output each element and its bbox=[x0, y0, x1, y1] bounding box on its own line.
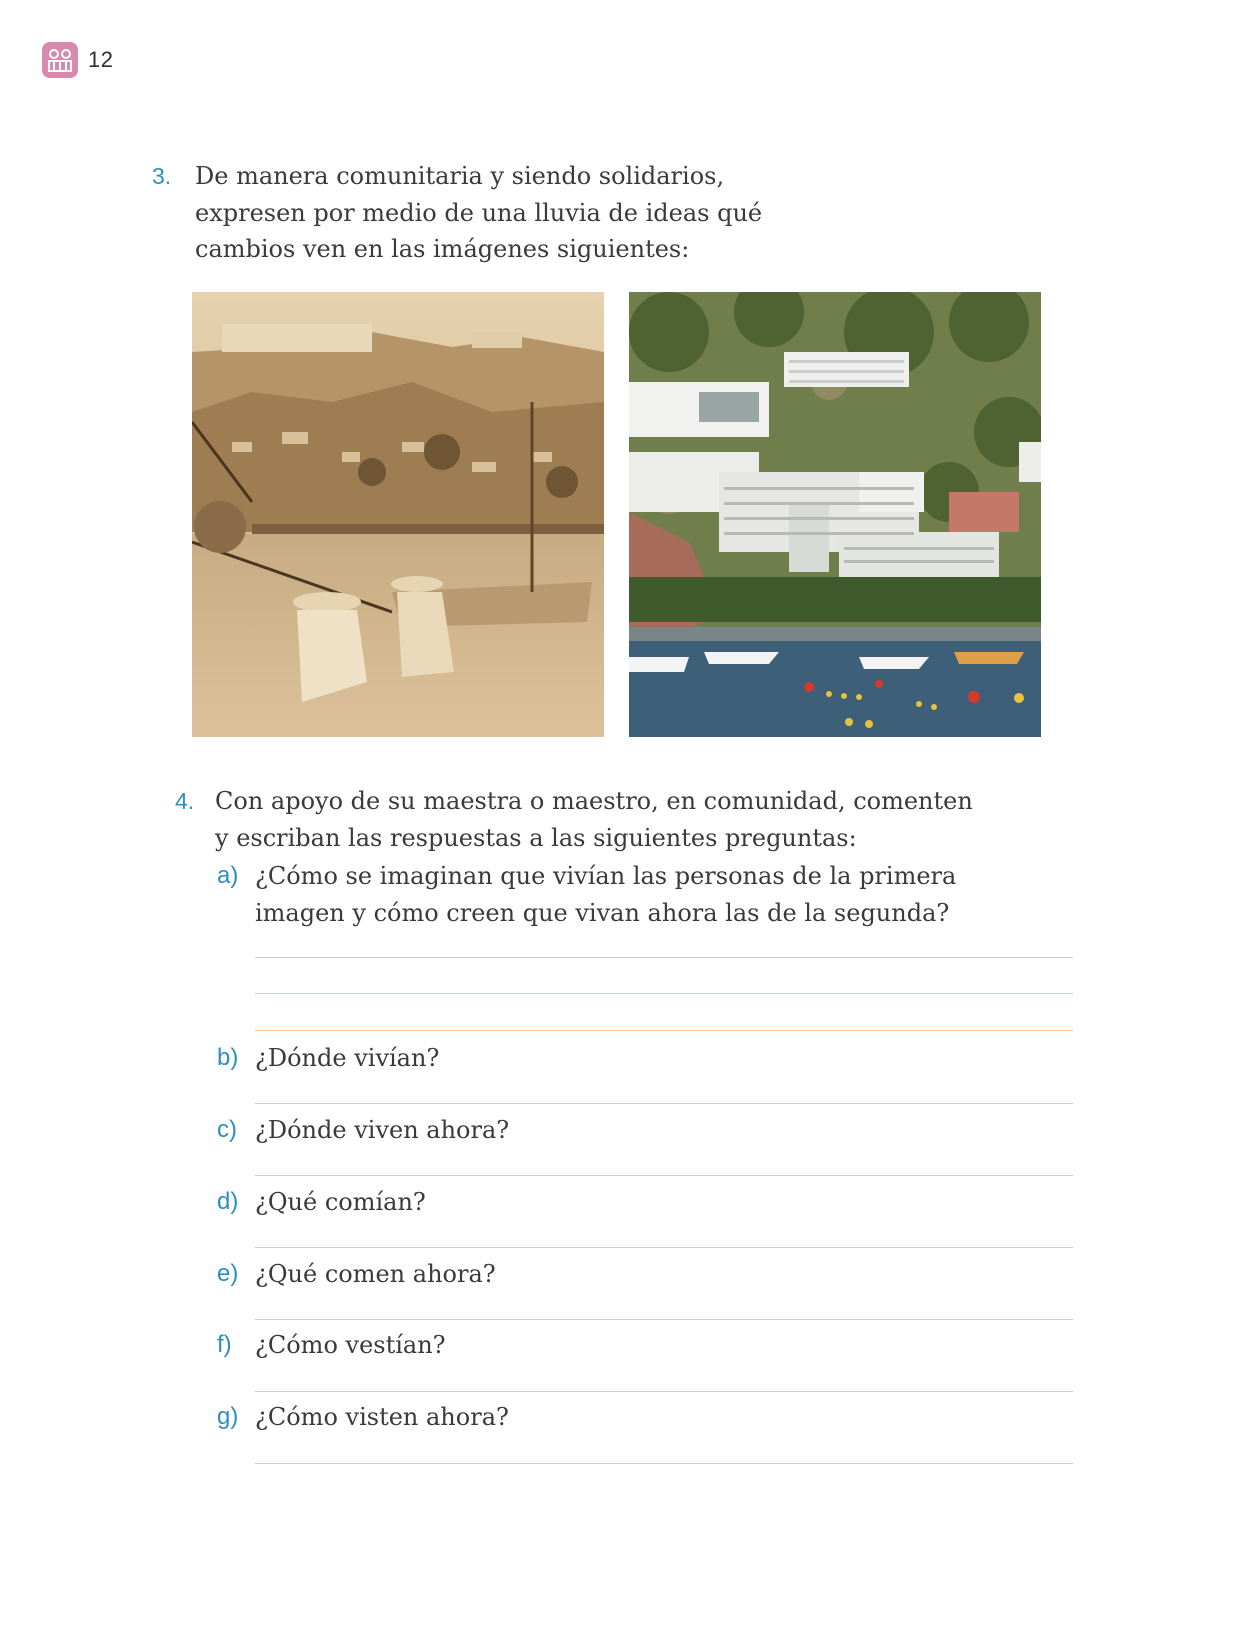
exercise-3 bbox=[152, 158, 812, 268]
question-b-text: ¿Dónde vivían? bbox=[255, 1044, 440, 1072]
modern-bay-photo-icon bbox=[629, 292, 1041, 737]
question-b bbox=[217, 1040, 1077, 1077]
exercise-4-number: 4. bbox=[175, 788, 195, 814]
question-a-letter: a) bbox=[217, 862, 239, 889]
question-f-text: ¿Cómo vestían? bbox=[255, 1331, 446, 1359]
comparison-photos bbox=[192, 292, 1044, 737]
question-a-text: ¿Cómo se imaginan que vivían las personas de la primera imagen y cómo creen que vivan ahora las de la segunda? bbox=[255, 862, 957, 927]
page-number: 12 bbox=[88, 47, 114, 72]
answer-line-a-1[interactable] bbox=[255, 957, 1073, 958]
old-harbor-photo-icon bbox=[192, 292, 604, 737]
answer-line-a-2[interactable] bbox=[255, 993, 1073, 994]
answer-line-d[interactable] bbox=[255, 1247, 1073, 1248]
question-a bbox=[217, 858, 1077, 931]
question-b-letter: b) bbox=[217, 1044, 239, 1071]
page-header bbox=[42, 42, 113, 78]
question-g bbox=[217, 1399, 1077, 1436]
question-g-letter: g) bbox=[217, 1403, 239, 1430]
question-c-text: ¿Dónde viven ahora? bbox=[255, 1116, 510, 1144]
answer-line-c[interactable] bbox=[255, 1175, 1073, 1176]
question-f bbox=[217, 1327, 1077, 1364]
answer-line-e[interactable] bbox=[255, 1319, 1073, 1320]
exercise-3-number: 3. bbox=[152, 163, 172, 189]
question-c bbox=[217, 1112, 1077, 1149]
exercise-4-text: Con apoyo de su maestra o maestro, en comunidad, comenten y escriban las respuestas a las siguientes preguntas: bbox=[215, 787, 973, 852]
question-d-text: ¿Qué comían? bbox=[255, 1188, 426, 1216]
question-d bbox=[217, 1184, 1077, 1221]
question-d-letter: d) bbox=[217, 1188, 239, 1215]
answer-line-f[interactable] bbox=[255, 1391, 1073, 1392]
answer-line-a-3[interactable] bbox=[255, 1030, 1073, 1031]
question-g-text: ¿Cómo visten ahora? bbox=[255, 1403, 509, 1431]
book-section-icon bbox=[42, 42, 78, 78]
question-e-text: ¿Qué comen ahora? bbox=[255, 1260, 496, 1288]
question-f-letter: f) bbox=[217, 1331, 232, 1358]
question-c-letter: c) bbox=[217, 1116, 237, 1143]
answer-line-b[interactable] bbox=[255, 1103, 1073, 1104]
exercise-3-text: De manera comunitaria y siendo solidarios, expresen por medio de una lluvia de ideas qué cambios ven en las imágenes siguientes: bbox=[195, 162, 763, 263]
question-e bbox=[217, 1256, 1077, 1293]
answer-line-g[interactable] bbox=[255, 1463, 1073, 1464]
question-e-letter: e) bbox=[217, 1260, 239, 1287]
exercise-4 bbox=[175, 783, 1075, 856]
